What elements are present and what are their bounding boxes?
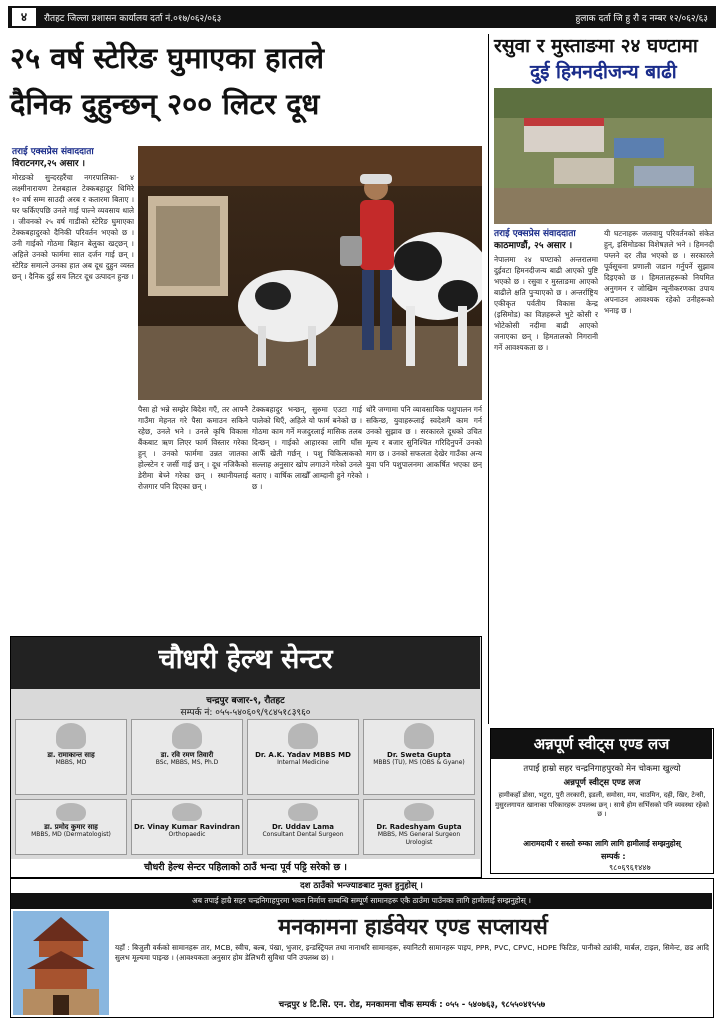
- health-center-ad: [10, 636, 482, 878]
- doctor-name: Dr. Vinay Kumar Ravindran: [134, 823, 240, 831]
- column-divider: [488, 34, 489, 724]
- doctor-name: डा. प्रमोद कुमार साह: [44, 823, 98, 831]
- story1-photo: [138, 146, 482, 400]
- doctor-detail: MBBS (TU), MS (OBS & Gyane): [373, 759, 465, 766]
- doctor-photo: [404, 803, 434, 821]
- story1-headline-line2: दैनिक दुहुन्छन् २०० लिटर दूध: [10, 87, 320, 121]
- annapurna-body: हामीकहाँ डोसा, भटुरा, पुरी तरकारी, इडली, समोसा, मम, चाउमिन, दही, खिर, टेन्सी, मुसुरलगायत खानाका परिकारहरू उपलब्ध छन् । साथै होम सर्भिसको पनि व्यवस्था रहेको छ ।: [495, 791, 709, 818]
- doctor-card: [247, 799, 359, 855]
- story1-column-4: थोरै जग्गामा पनि व्यावसायिक पशुपालन गर्न सकिन्छ, युवाहरूलाई स्वदेशमै काम गर्न उनको सुझाव छ । सरकारले दूधको उचित मूल्य र बजार सुनिश्चित गरिदिनुपर्ने उनको माग छ । उनको सफलता देखेर गाउँका अन्य युवा पनि पशुपालनमा आकर्षित भएका छन् ।: [366, 405, 482, 480]
- doctor-photo: [56, 803, 86, 821]
- doctor-card: [15, 719, 127, 795]
- doctor-detail: Orthopaedic: [168, 831, 206, 838]
- doctor-card: [363, 719, 475, 795]
- story1-byline: तराई एक्सप्रेस संवाददाता: [12, 147, 94, 157]
- story1-column-1: मोरङको सुन्दरहरैंचा नगरपालिका- ४ लक्ष्मीनारायण टेलबहाल टेक्कबहादुर थिमिरे १० वर्ष सम्म साउदी अरब र कतारमा बिताए । घर फर्किएपछि उनले गाई पाल्ने व्यवसाय थाले । जीवनको २५ वर्ष गाडीको स्टेरिङ घुमाएका टेक्कबहादुरको दैनिकी परिवर्तन भएको छ । उनी गाईको गोठमा बिहान बेलुका खट्छन् । अहिले उनको फार्ममा सात दर्जन गाई छन् । स्टेरिङ समात्ने उनका हात अब दूध दुहुन व्यस्त छन् । दैनिक दुई सय लिटर दूध उत्पादन हुन्छ ।: [12, 173, 134, 281]
- doctor-name: Dr. Sweta Gupta: [387, 751, 451, 759]
- doctor-detail: Internal Medicine: [277, 759, 329, 766]
- doctor-photo: [404, 723, 434, 749]
- story1-column-3: टेक्कबहादुर भन्छन्, सुरुमा एउटा गाई पालेको थिएँ, अहिले यो फार्म बनेको छ । गोठमा काम गर्ने मजदुरलाई मासिक तलब दिन्छन् । गाईको आहारका लागि घाँस आफैँ खेती गर्छन् । पशु चिकित्सकको सल्लाह अनुसार खोप लगाउने गरेको उनले बताए । वार्षिक लाखौँ आम्दानी हुने गरेको छ ।: [252, 405, 362, 491]
- health-ad-phone: सम्पर्क नं: ०५५-५४०६०९/९८४५१८३९६०: [180, 708, 311, 718]
- page-header-bar: [8, 6, 716, 28]
- story2-photo: [494, 88, 712, 224]
- doctor-name: Dr. Uddav Lama: [272, 823, 334, 831]
- doctor-photo: [56, 723, 86, 749]
- doctor-card: [131, 719, 243, 795]
- registration-text: रौतहट जिल्ला प्रशासन कार्यालय दर्ता नं.०१७/०६२/०६३: [44, 14, 222, 24]
- farmer-cows-image: [138, 146, 482, 400]
- annapurna-phone: ९८०६९६१४४७: [609, 863, 651, 872]
- doctor-name: Dr. A.K. Yadav MBBS MD: [255, 751, 351, 759]
- doctor-card: [247, 719, 359, 795]
- hardware-contact: चन्द्रपुर ४ टि.सि. एन. रोड, मनकामना चौक सम्पर्क : ०५५ - ५४०७६३, ९८५५०४१५५७: [278, 1000, 546, 1010]
- story1-column-2: पैसा हो भन्ने सम्झेर बिदेश गएँ, तर आफ्नै गाउँमा मेहनत गरे पैसा कमाउन सकिने रहेछ, उनले भने । उनले कृषि विकास बैंकबाट ऋण लिएर फार्म विस्तार गरेका हुन् । उनको फार्ममा उन्नत जातका होल्स्टेन र जर्सी गाई छन् । दूध नजिकैको डेरीमा बेच्ने गरेका छन् । स्थानीयलाई रोजगार पनि दिएका छन् ।: [138, 405, 248, 491]
- story2-byline: तराई एक्सप्रेस संवाददाता: [494, 229, 576, 239]
- doctor-detail: MBBS, MS General Surgeon Urologist: [377, 831, 461, 846]
- doctor-name: डा. रामाकान्त साह: [47, 751, 95, 759]
- annapurna-name: अन्नपूर्ण स्वीट्स एण्ड लज: [563, 778, 641, 788]
- doctor-detail: MBBS, MD: [55, 759, 87, 766]
- hardware-top-note: दश ठाउँको भन्ज्याङबाट मुक्त हुनुहोस् ।: [300, 881, 423, 891]
- story1-headline-line1: २५ वर्ष स्टेरिङ घुमाएका हातले: [10, 41, 325, 75]
- doctor-photo: [172, 723, 202, 749]
- hardware-title: मनकामना हार्डवेयर एण्ड सप्लायर्स: [278, 915, 548, 940]
- temple-image: [13, 911, 109, 1015]
- annapurna-ad: [490, 728, 714, 874]
- postal-text: हुलाक दर्ता जि हु रौ द नम्बर १२/०६२/६३: [575, 14, 708, 24]
- health-ad-address: चन्द्रपुर बजार-९, रौतहट: [206, 696, 285, 706]
- page-number: ४: [12, 8, 36, 26]
- health-ad-title: चौधरी हेल्थ सेन्टर: [158, 644, 333, 675]
- doctor-detail: BSc, MBBS, MS, Ph.D: [155, 759, 219, 766]
- annapurna-subtitle: तपाईं हाम्रो सहर चन्द्रनिगाहपुरको मेन चोकमा खुल्यो: [523, 764, 681, 774]
- doctor-name: डा. रवि रमण तिवारी: [160, 751, 214, 759]
- story2-headline-line1: रसुवा र मुस्ताङमा २४ घण्टामा: [494, 35, 698, 57]
- hardware-banner: अब तपाई हाम्रै सहर चन्द्रनिगाहपुरमा भवन निर्माण सम्बन्धि सम्पूर्ण सामानहरू एकै ठाउँमा पाउँनका लागि हामीलाई सम्झनुहोस् ।: [11, 893, 712, 909]
- doctor-photo: [288, 723, 318, 749]
- story1-dateline: विराटनगर,२५ असार ।: [12, 159, 86, 169]
- story2-headline-line2: दुई हिमनदीजन्य बाढी: [530, 61, 677, 83]
- story2-column-2: यी घटनाहरू जलवायु परिवर्तनको संकेत हुन्, इसिमोडका विशेषज्ञले भने । हिमनदी पग्लने दर तीव्र भएको छ । सरकारले पूर्वसूचना प्रणाली जडान गर्नुपर्ने सुझाव दिइएको छ । हिमतालहरूको नियमित अनुगमन र जोखिम न्यूनीकरणका उपाय अपनाउन आवश्यक रहेको उनीहरूको भनाइ छ ।: [604, 229, 714, 315]
- doctor-photo: [288, 803, 318, 821]
- doctor-card: [131, 799, 243, 855]
- hardware-body: यहाँ : बिजुली वर्कको सामानहरू तार, MCB, स्वीच, बल्ब, पंखा, भुजार, इन्डस्ट्रियल तथा नानाथरि सामानहरू, स्यानिटरी सामानहरू पाइप, PPR, PVC, CPVC, HDPE फिटिङ, पानीको ट्यांकी, मार्बल, टाइल, सिमेन्ट, छड आदि सुलभ मूल्यमा पाइन्छ । (आवश्यकता अनुसार होम डेलिभरी सुविधा पनि उपलब्ध छ) ।: [115, 943, 709, 962]
- health-ad-tagline: चौधरी हेल्थ सेन्टर पहिलाको ठाउँ भन्दा पूर्व पट्टि सरेको छ ।: [11, 859, 480, 877]
- doctor-detail: Consultant Dental Surgeon: [262, 831, 344, 838]
- flood-area-image: [494, 88, 712, 224]
- doctor-detail: MBBS, MD (Dermatologist): [31, 831, 111, 838]
- hardware-ad: [10, 878, 714, 1018]
- temple-photo: [13, 911, 109, 1015]
- doctor-photo: [172, 803, 202, 821]
- annapurna-title: अन्नपूर्ण स्वीट्स एण्ड लज: [491, 729, 712, 759]
- story2-column-1: नेपालमा २४ घण्टाको अन्तरालमा दुईवटा हिमनदीजन्य बाढी आएको पुष्टि भएको छ । रसुवा र मुस्ताङमा आएको बाढीले क्षति पुर्‍याएको छ । अन्तर्राष्ट्रिय एकीकृत पर्वतीय विकास केन्द्र (इसिमोड) का विज्ञहरूले भुटे कोसी र भोटेकोसी नदीमा बाढी आएको जनाएका छन् । हिमतालको निगरानी गर्ने आवश्यकता छ ।: [494, 255, 598, 352]
- story2-dateline: काठमाण्डौं, २५ असार ।: [494, 241, 573, 251]
- doctor-card: [15, 799, 127, 855]
- doctor-card: [363, 799, 475, 855]
- annapurna-footer: आरामदायी र सस्तो रुम्का लागि लागि हामीलाई सम्झनुहोस्: [523, 839, 681, 848]
- doctor-name: Dr. Radeshyam Gupta: [376, 823, 462, 831]
- annapurna-contact-label: सम्पर्क :: [601, 852, 626, 861]
